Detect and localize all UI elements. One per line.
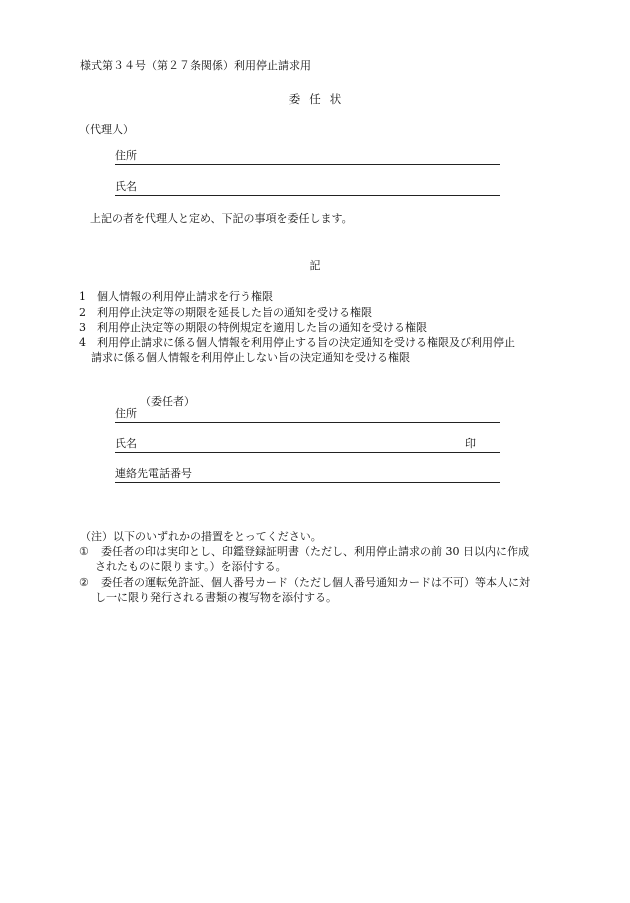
note-mark: ①: [79, 545, 89, 558]
authority-item-4: [79, 337, 515, 348]
delegator-address-label: 住所: [115, 407, 137, 420]
note-text: 委任者の運転免許証、個人番号カード（ただし個人番号通知カードは不可）等本人に対: [101, 576, 530, 589]
note-item-2-cont: し一に限り発行される書類の複写物を添付する。: [95, 591, 337, 604]
agent-address-label: 住所: [115, 149, 137, 162]
authority-number: 1: [79, 290, 86, 303]
note-item-2: [79, 577, 530, 588]
authority-item-2: [79, 307, 372, 318]
notes-heading: （注）以下のいずれかの措置をとってください。: [80, 530, 322, 543]
delegator-name-field[interactable]: [115, 438, 500, 453]
note-text: 委任者の印は実印とし、印鑑登録証明書（ただし、利用停止請求の前 30 日以内に作成: [101, 545, 529, 558]
seal-mark: 印: [465, 437, 476, 450]
authority-item-4-cont: 請求に係る個人情報を利用停止しない旨の決定通知を受ける権限: [91, 351, 410, 364]
agent-name-label: 氏名: [115, 180, 137, 193]
delegator-phone-field[interactable]: [115, 468, 500, 483]
authority-item-1: [79, 291, 273, 302]
form-number: 様式第３４号（第２７条関係）利用停止請求用: [80, 59, 311, 72]
note-mark: ②: [79, 576, 89, 589]
delegator-phone-label: 連絡先電話番号: [115, 467, 192, 480]
agent-heading: （代理人）: [79, 123, 134, 136]
delegator-heading: （委任者）: [140, 395, 195, 408]
agent-name-field[interactable]: [115, 181, 500, 196]
authority-text: 利用停止決定等の期限の特例規定を適用した旨の通知を受ける権限: [97, 321, 427, 334]
note-item-1-cont: されたものに限ります。）を添付する。: [95, 560, 287, 573]
authority-number: 4: [79, 336, 86, 349]
authority-number: 3: [79, 321, 86, 334]
authority-text: 個人情報の利用停止請求を行う権限: [97, 290, 273, 303]
delegator-address-field[interactable]: [115, 408, 500, 423]
delegator-name-label: 氏名: [115, 437, 137, 450]
ki-heading: 記: [309, 259, 321, 272]
agent-address-field[interactable]: [115, 150, 500, 165]
authority-number: 2: [79, 306, 86, 319]
authority-text: 利用停止請求に係る個人情報を利用停止する旨の決定通知を受ける権限及び利用停止: [97, 336, 515, 349]
authority-text: 利用停止決定等の期限を延長した旨の通知を受ける権限: [97, 306, 372, 319]
note-item-1: [79, 546, 529, 557]
authority-item-3: [79, 322, 427, 333]
delegation-text: 上記の者を代理人と定め、下記の事項を委任します。: [90, 212, 353, 225]
document-title: 委任状: [288, 92, 351, 106]
